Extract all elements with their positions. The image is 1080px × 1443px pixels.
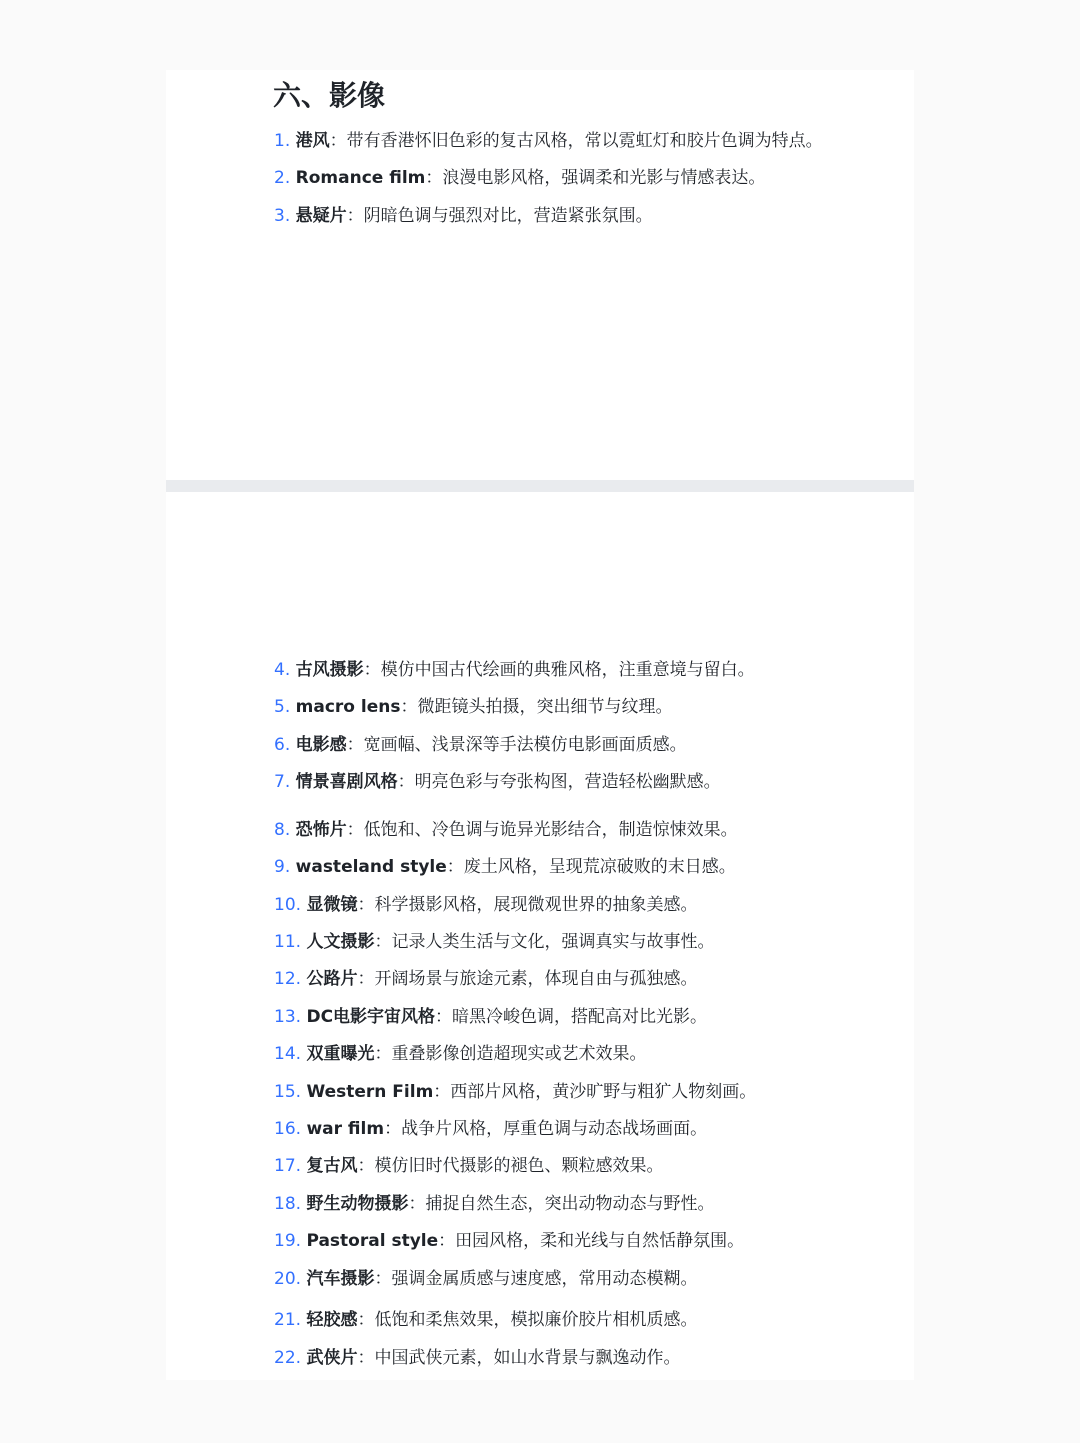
list-item-number: 7. [274,772,291,792]
list-item-number: 21. [274,1310,302,1330]
list-item-term: 野生动物摄影 [306,1194,409,1214]
list-item-term: 古风摄影 [295,660,364,680]
list-item-term: 公路片 [306,969,358,989]
list-item-number: 12. [274,969,302,989]
list-item-number: 5. [274,697,291,717]
list-item-separator: ： [357,1348,375,1368]
list-item-number: 8. [274,820,291,840]
list-item [274,819,738,841]
list-item-description: 明亮色彩与夸张构图，营造轻松幽默感。 [414,772,721,792]
list-item-description: 浪漫电影风格，强调柔和光影与情感表达。 [442,168,766,188]
list-item [274,1118,707,1140]
list-item-number: 15. [274,1082,302,1102]
list-item-separator: ： [374,932,392,952]
list-item-description: 田园风格，柔和光线与自然恬静氛围。 [455,1231,745,1251]
list-item-term: wasteland style [295,857,447,877]
list-item-number: 9. [274,857,291,877]
list-item-separator: ： [374,1044,392,1064]
list-item-description: 开阔场景与旅途元素，体现自由与孤独感。 [374,969,698,989]
list-item-description: 科学摄影风格，展现微观世界的抽象美感。 [374,895,698,915]
list-item-separator: ： [400,697,418,717]
list-item [274,968,697,990]
list-item-number: 18. [274,1194,302,1214]
list-item [274,1347,680,1369]
list-item [274,1155,663,1177]
list-item-term: 悬疑片 [295,206,347,226]
list-item-separator: ： [357,1156,375,1176]
list-item-description: 暗黑冷峻色调，搭配高对比光影。 [452,1007,708,1027]
list-item-separator: ： [433,1082,451,1102]
list-item-description: 带有香港怀旧色彩的复古风格，常以霓虹灯和胶片色调为特点。 [346,131,823,151]
list-item-separator: ： [346,735,364,755]
list-item-term: 双重曝光 [306,1044,375,1064]
list-item-term: 汽车摄影 [306,1269,375,1289]
list-item-term: 显微镜 [306,895,358,915]
list-item-number: 20. [274,1269,302,1289]
list-item-separator: ： [446,857,464,877]
list-item-separator: ： [346,206,364,226]
list-item-separator: ： [346,820,364,840]
list-item [274,130,823,152]
list-item-separator: ： [363,660,381,680]
list-item [274,856,736,878]
list-item-number: 13. [274,1007,302,1027]
list-item-term: Western Film [306,1082,434,1102]
list-item-separator: ： [408,1194,426,1214]
list-item-separator: ： [438,1231,456,1251]
list-item-term: macro lens [295,697,401,717]
list-item-term: Pastoral style [306,1231,439,1251]
list-item [274,1230,744,1252]
list-item-description: 废土风格，呈现荒凉破败的末日感。 [463,857,736,877]
list-item-number: 4. [274,660,291,680]
list-item [274,1309,697,1331]
list-item-term: Romance film [295,168,426,188]
list-item-number: 14. [274,1044,302,1064]
list-item-description: 记录人类生活与文化，强调真实与故事性。 [391,932,715,952]
list-item-description: 捕捉自然生态，突出动物动态与野性。 [425,1194,715,1214]
list-item [274,696,672,718]
list-item-separator: ： [357,1310,375,1330]
list-item [274,659,755,681]
list-item-separator: ： [329,131,347,151]
list-item-separator: ： [397,772,415,792]
list-item [274,931,714,953]
list-item-term: 电影感 [295,735,347,755]
list-item [274,771,721,793]
list-item-term: 恐怖片 [295,820,347,840]
list-item [274,894,697,916]
list-item-separator: ： [435,1007,453,1027]
list-item-term: 轻胶感 [306,1310,358,1330]
page-divider [166,480,914,492]
list-item [274,1081,756,1103]
list-item-description: 模仿旧时代摄影的褪色、颗粒感效果。 [374,1156,664,1176]
list-item-description: 阴暗色调与强烈对比，营造紧张氛围。 [363,206,653,226]
list-item [274,205,653,227]
list-item-description: 强调金属质感与速度感，常用动态模糊。 [391,1269,698,1289]
list-item-number: 16. [274,1119,302,1139]
list-item-term: DC电影宇宙风格 [306,1007,436,1027]
list-item-number: 10. [274,895,302,915]
list-item-description: 模仿中国古代绘画的典雅风格，注重意境与留白。 [380,660,755,680]
list-item-description: 战争片风格，厚重色调与动态战场画面。 [401,1119,708,1139]
list-item-number: 22. [274,1348,302,1368]
list-item [274,1193,714,1215]
list-item-number: 6. [274,735,291,755]
list-item-separator: ： [357,895,375,915]
list-item-description: 中国武侠元素，如山水背景与飘逸动作。 [374,1348,681,1368]
list-item-term: 人文摄影 [306,932,375,952]
list-item-number: 17. [274,1156,302,1176]
list-item-number: 19. [274,1231,302,1251]
list-item-description: 宽画幅、浅景深等手法模仿电影画面质感。 [363,735,687,755]
list-item-description: 微距镜头拍摄，突出细节与纹理。 [417,697,673,717]
list-item-term: 武侠片 [306,1348,358,1368]
list-item [274,1268,697,1290]
list-item-description: 低饱和柔焦效果，模拟廉价胶片相机质感。 [374,1310,698,1330]
list-item-term: 情景喜剧风格 [295,772,398,792]
list-item-term: 港风 [295,131,330,151]
list-item-description: 重叠影像创造超现实或艺术效果。 [391,1044,647,1064]
list-item-number: 11. [274,932,302,952]
list-item-separator: ： [374,1269,392,1289]
section-heading: 六、影像 [273,79,386,112]
list-item-separator: ： [357,969,375,989]
list-item-number: 1. [274,131,291,151]
list-item [274,167,765,189]
list-item-description: 西部片风格，黄沙旷野与粗犷人物刻画。 [450,1082,757,1102]
list-item-description: 低饱和、冷色调与诡异光影结合，制造惊悚效果。 [363,820,738,840]
list-item [274,1043,646,1065]
list-item-term: 复古风 [306,1156,358,1176]
list-item-term: war film [306,1119,385,1139]
list-item-number: 3. [274,206,291,226]
list-item [274,1006,707,1028]
list-item-separator: ： [384,1119,402,1139]
list-item-separator: ： [425,168,443,188]
list-item [274,734,687,756]
list-item-number: 2. [274,168,291,188]
